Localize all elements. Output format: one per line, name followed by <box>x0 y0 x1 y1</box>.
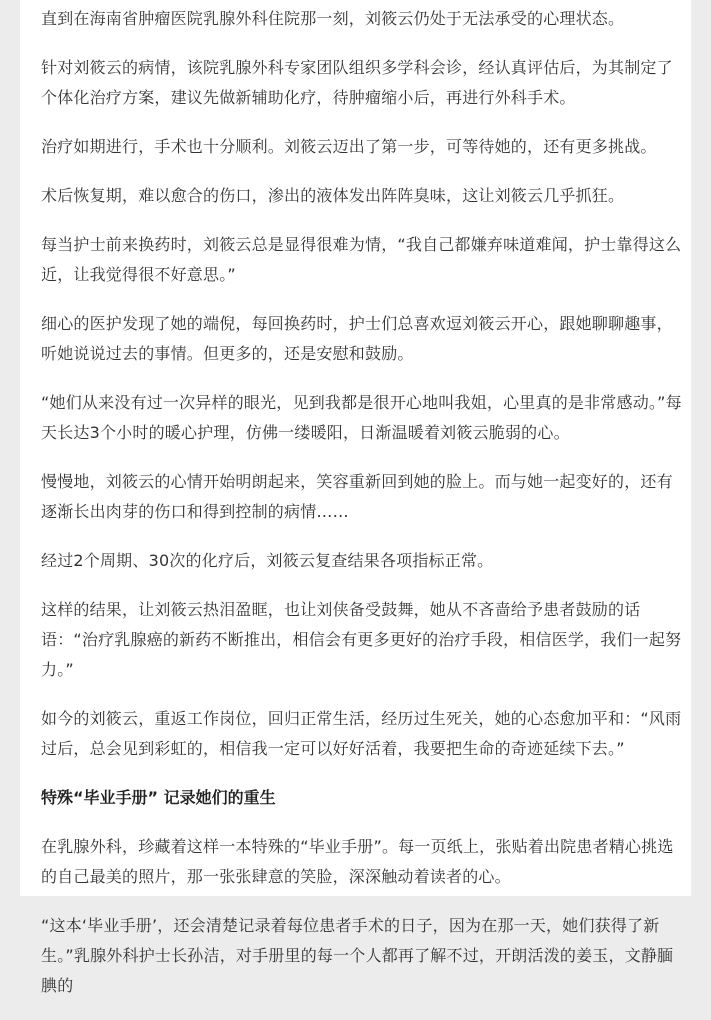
paragraph-nursing-care: 细心的医护发现了她的端倪，每回换药时，护士们总喜欢逗刘筱云开心，跟她聊聊趣事，听她说说过去的事情。但更多的，还是安慰和鼓励。 <box>41 314 673 363</box>
paragraph-recovery: 术后恢复期，难以愈合的伤口，渗出的液体发出阵阵臭味，这让刘筱云几乎抓狂。 <box>41 186 625 205</box>
paragraph-graduation-album: 在乳腺外科，珍藏着这样一本特殊的“毕业手册”。每一页纸上，张贴着出院患者精心挑选的自己最美的照片，那一张张肆意的笑脸，深深触动着读者的心。 <box>41 837 674 886</box>
paragraph-dressing-change: 每当护士前来换药时，刘筱云总是显得很难为情，“我自己都嫌弃味道难闻，护士靠得这么近，让我觉得很不好意思。” <box>41 235 682 284</box>
paragraph-new-life: 如今的刘筱云，重返工作岗位，回归正常生活，经历过生死关，她的心态愈加平和：“风雨过后，总会见到彩虹的，相信我一定可以好好活着，我要把生命的奇迹延续下去。” <box>41 709 682 758</box>
paragraph-gratitude: “她们从来没有过一次异样的眼光，见到我都是很开心地叫我姐，心里真的是非常感动。”每天长达3个小时的暖心护理，仿佛一缕暖阳，日渐温暖着刘筱云脆弱的心。 <box>41 393 682 442</box>
paragraph-surgery: 治疗如期进行，手术也十分顺利。刘筱云迈出了第一步，可等待她的，还有更多挑战。 <box>41 137 657 156</box>
paragraph-admission: 直到在海南省肿瘤医院乳腺外科住院那一刻，刘筱云仍处于无法承受的心理状态。 <box>41 9 625 28</box>
article-body <box>41 4 683 1020</box>
paragraph-album-record: “这本‘毕业手册’，还会清楚记录着每位患者手术的日子，因为在那一天，她们获得了新生。”乳腺外科护士长孙洁，对手册里的每一个人都再了解不过，开朗活泼的姜玉，文静腼腆的 <box>41 916 674 995</box>
section-subheading: 特殊“毕业手册” 记录她们的重生 <box>41 788 276 807</box>
paragraph-encouragement: 这样的结果，让刘筱云热泪盈眶，也让刘侠备受鼓舞，她从不吝啬给予患者鼓励的话语：“治疗乳腺癌的新药不断推出，相信会有更多更好的治疗手段，相信医学，我们一起努力。” <box>41 600 682 679</box>
paragraph-improvement: 慢慢地，刘筱云的心情开始明朗起来，笑容重新回到她的脸上。而与她一起变好的，还有逐渐长出肉芽的伤口和得到控制的病情…… <box>41 472 673 521</box>
paragraph-treatment-plan: 针对刘筱云的病情，该院乳腺外科专家团队组织多学科会诊，经认真评估后，为其制定了个体化治疗方案，建议先做新辅助化疗，待肿瘤缩小后，再进行外科手术。 <box>41 58 673 107</box>
paragraph-chemotherapy-result: 经过2个周期、30次的化疗后，刘筱云复查结果各项指标正常。 <box>41 551 494 570</box>
article-page <box>20 0 691 995</box>
